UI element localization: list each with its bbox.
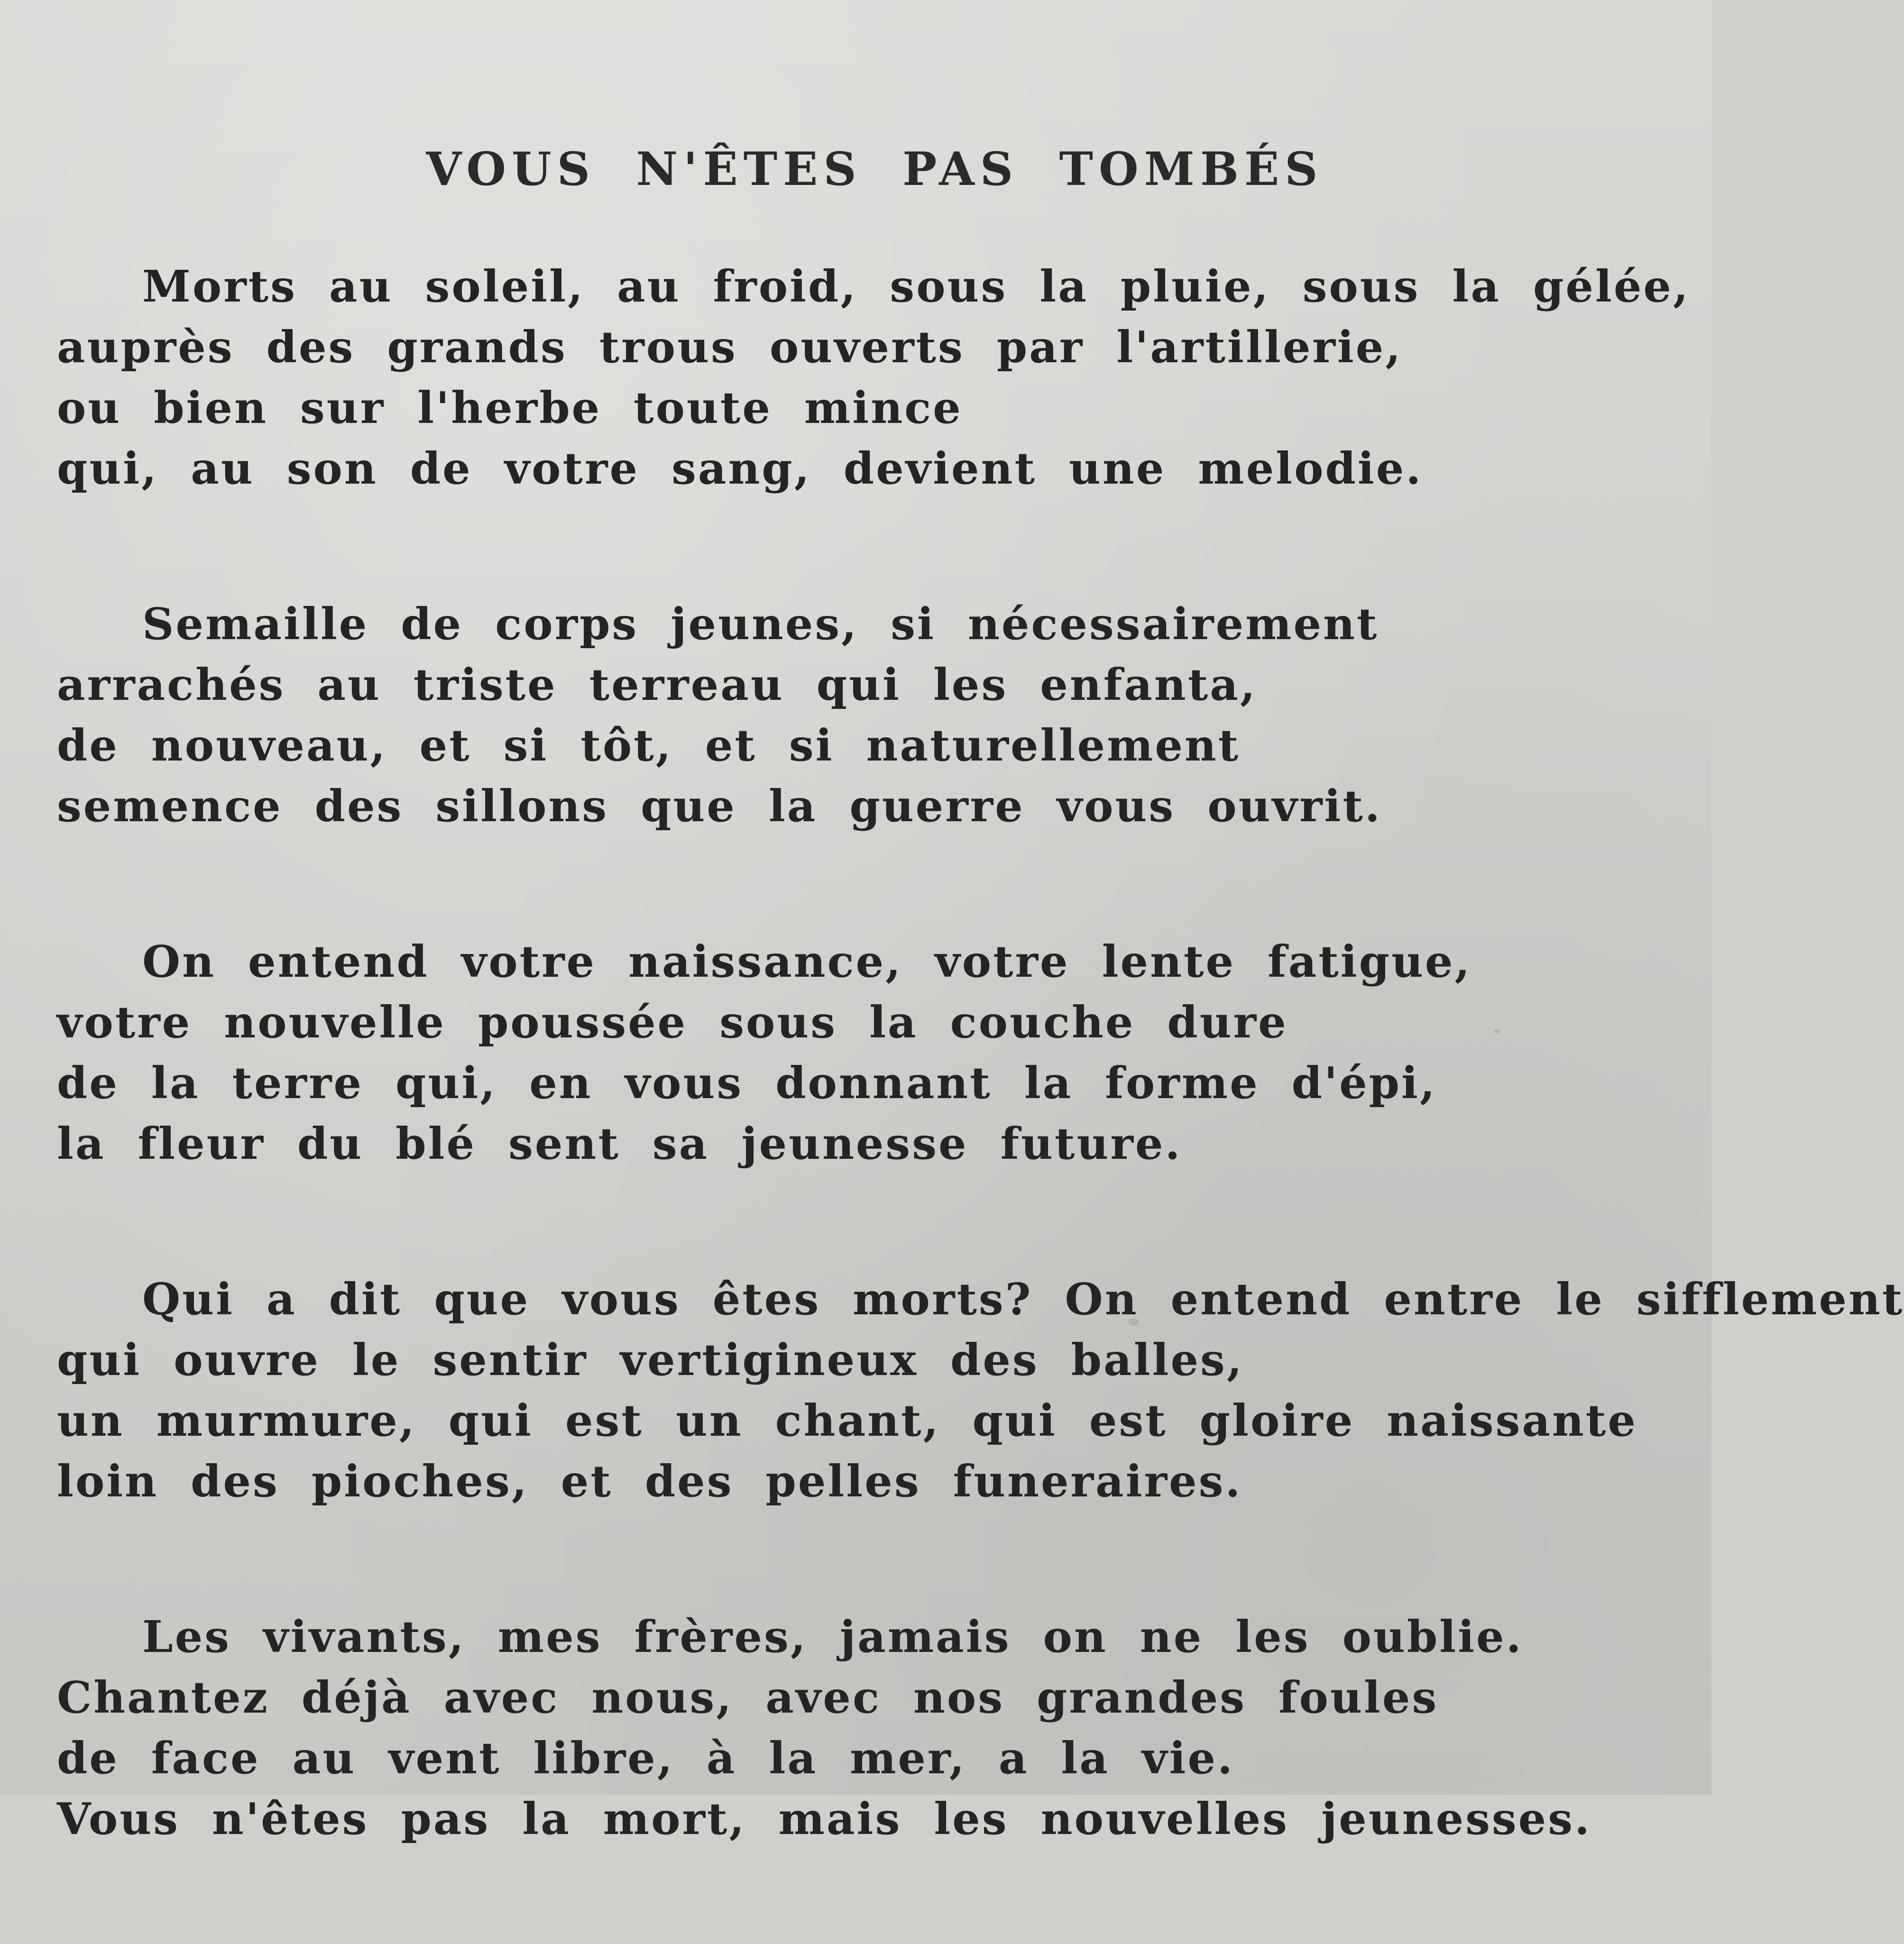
poem-line: de face au vent libre, à la mer, a la vie. bbox=[57, 1733, 1235, 1784]
stanza-5 bbox=[57, 1606, 1669, 1849]
poem-line: arrachés au triste terreau qui les enfanta, bbox=[57, 659, 1257, 710]
poem-line: Morts au soleil, au froid, sous la pluie, sous la gélée, bbox=[142, 261, 1690, 312]
poem-line: Chantez déjà avec nous, avec nos grandes foules bbox=[57, 1672, 1439, 1723]
stanza-1 bbox=[57, 256, 1690, 499]
poem-line: ou bien sur l'herbe toute mince bbox=[57, 382, 963, 433]
poem-line: auprès des grands trous ouverts par l'artillerie, bbox=[57, 321, 1403, 373]
stanza-4 bbox=[57, 1269, 1904, 1512]
poem-line: loin des pioches, et des pelles funeraires. bbox=[57, 1456, 1242, 1507]
poem-line: Qui a dit que vous êtes morts? On entend entre le sifflement bbox=[142, 1274, 1904, 1325]
poem-line: de la terre qui, en vous donnant la forme d'épi, bbox=[57, 1057, 1437, 1109]
poem-line: qui, au son de votre sang, devient une melodie. bbox=[57, 443, 1423, 494]
poem-line: On entend votre naissance, votre lente fatigue, bbox=[142, 936, 1472, 987]
poem-line: semence des sillons que la guerre vous ouvrit. bbox=[57, 780, 1382, 832]
poem-line: la fleur du blé sent sa jeunesse future. bbox=[57, 1118, 1182, 1169]
poem-line: de nouveau, et si tôt, et si naturellement bbox=[57, 720, 1241, 771]
poem-title: VOUS N'ÊTES PAS TOMBÉS bbox=[426, 142, 1324, 196]
poem-line: votre nouvelle poussée sous la couche dure bbox=[57, 997, 1288, 1048]
poem-line: un murmure, qui est un chant, qui est gloire naissante bbox=[57, 1395, 1637, 1446]
poem-line: qui ouvre le sentir vertigineux des balles, bbox=[57, 1334, 1244, 1385]
poem-body bbox=[57, 256, 1904, 1944]
poem-line: Semaille de corps jeunes, si nécessairement bbox=[142, 598, 1379, 650]
poem-line: Vous n'êtes pas la mort, mais les nouvelles jeunesses. bbox=[57, 1793, 1592, 1844]
poem-line: Les vivants, mes frères, jamais on ne les oublie. bbox=[142, 1611, 1523, 1662]
stanza-3 bbox=[57, 931, 1669, 1174]
stanza-2 bbox=[57, 594, 1669, 836]
